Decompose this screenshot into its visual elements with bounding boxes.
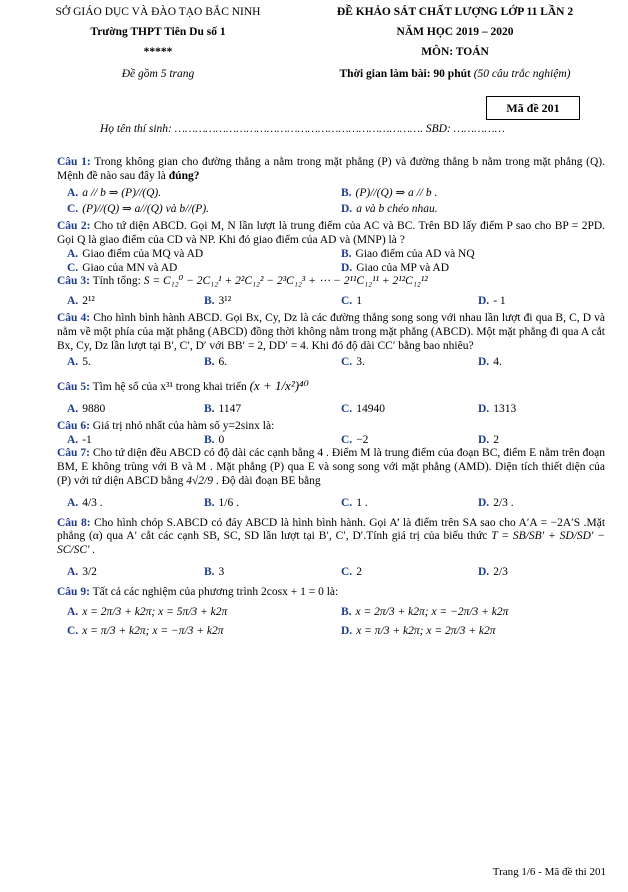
question-2: Câu 2: Cho tứ diện ABCD. Gọi M, N lần lượt là trung điểm của AC và BC. Trên BD lấy điểm P sao cho BP = 2PD. Gọi Q là giao điểm của CD và NP. Khi đó giao điểm của AD và (MNP) là ?	[57, 220, 606, 246]
option-label: B.	[341, 605, 352, 618]
option-label: A.	[67, 605, 79, 618]
question-5: Câu 5: Tìm hệ số của x³¹ trong khai triển (x + 1/x²)⁴⁰	[57, 378, 309, 394]
time-info: Thời gian làm bài: 90 phút (50 câu trắc nghiệm)	[339, 68, 571, 80]
question-8: Câu 8: Cho hình chóp S.ABCD có đáy ABCD là hình bình hành. Gọi A’ là điểm trên SA sao cho A′A = −2A′S .Mặt phẳng (α) qua A′ cắt các cạnh SB, SC, SD lần lượt tại B′, C′, D′.Tính giá trị của biểu thức T = SB/SB′ + SD/SD′ − SC/SC′ .	[57, 516, 606, 557]
student-info-line: Họ tên thí sinh: ………………………………………………………………. SBD: ……………	[100, 123, 505, 135]
option-label: D.	[341, 261, 353, 274]
q9-options-ab: A. x = 2π/3 + k2π; x = 5π/3 + k2π B. x = 2π/3 + k2π; x = −2π/3 + k2π	[67, 605, 509, 618]
school-name: Trường THPT Tiên Du số 1	[90, 26, 226, 38]
option-label: B.	[204, 295, 215, 308]
question-6: Câu 6: Giá trị nhỏ nhất của hàm số y=2sinx là:	[57, 419, 275, 432]
option-label: B.	[204, 356, 215, 369]
option-label: A.	[67, 247, 79, 260]
page-count: Đề gồm 5 trang	[121, 68, 195, 80]
question-9: Câu 9: Tất cả các nghiệm của phương trình 2cosx + 1 = 0 là:	[57, 585, 339, 598]
question-3: Câu 3: Tính tổng: S = C₁₂⁰ − 2C₁₂¹ + 2²C₁₂² − 2³C₁₂³ + ⋯ − 2¹¹C₁₂¹¹ + 2¹²C₁₂¹²	[57, 275, 428, 288]
option-label: C.	[341, 433, 353, 446]
subject: MÔN: TOÁN	[421, 46, 489, 58]
q6-options: A. -1 B. 0 C. −2 D. 2	[67, 433, 499, 446]
exam-title: ĐỀ KHẢO SÁT CHẤT LƯỢNG LỚP 11 LẦN 2	[336, 6, 574, 18]
questions	[57, 156, 605, 642]
page-footer: Trang 1/6 - Mã đề thi 201	[492, 866, 606, 878]
q1-options-ab: A. a // b ⇒ (P)//(Q). B. (P)//(Q) ⇒ a // b .	[67, 186, 438, 199]
q2-options-ab: A. Giao điểm của MQ và AD B. Giao điểm của AD và NQ	[67, 247, 475, 260]
q7-options: A. 4/3 . B. 1/6 . C. 1 . D. 2/3 .	[67, 496, 514, 509]
option-label: C.	[67, 261, 79, 274]
option-label: C.	[341, 356, 353, 369]
option-label: D.	[478, 402, 490, 415]
option-label: D.	[478, 433, 490, 446]
option-label: B.	[204, 433, 215, 446]
question-4: Câu 4: Cho hình bình hành ABCD. Gọi Bx, Cy, Dz là các đường thẳng song song với nhau lần lượt đi qua B, C, D và nằm về một phía của mặt phẳng (ABCD) đồng thời không nằm trong mặt phẳng (ABCD). Một mặt phẳng đi qua A cắt Bx, Cy, Dz lần lượt tại B′, C′, D′ với BB′ = 2, DD′ = 4. Khi đó độ dài CC′ bằng bao nhiêu?	[57, 311, 605, 352]
option-label: D.	[478, 496, 490, 509]
option-label: D.	[341, 203, 353, 216]
option-label: B.	[341, 186, 352, 199]
option-label: D.	[478, 356, 490, 369]
option-label: A.	[67, 295, 79, 308]
option-label: B.	[204, 565, 215, 578]
option-label: D.	[478, 295, 490, 308]
q3-options: A. 2¹² B. 3¹² C. 1 D. - 1	[67, 295, 506, 308]
option-label: C.	[67, 625, 79, 638]
department: SỞ GIÁO DỤC VÀ ĐÀO TẠO BẮC NINH	[55, 6, 261, 18]
option-label: C.	[341, 565, 353, 578]
question-7: Câu 7: Cho tứ diện đều ABCD có độ dài các cạnh bằng 4 . Điểm M là trung điểm của đoạn BC, điểm E nằm trên đoạn BM, E không trùng với B và M . Mặt phẳng (P) qua E và song song với mặt phẳng (AMD). Diện tích thiết diện của (P) với tứ diện ABCD bằng 4√2/9 . Độ dài đoạn BE bằng	[57, 447, 605, 487]
q5-options: A. 9880 B. 1147 C. 14940 D. 1313	[67, 402, 517, 415]
q4-options: A. 5. B. 6. C. 3. D. 4.	[67, 356, 502, 369]
q2-options-cd: C. Giao của MN và AD D. Giao của MP và AD	[67, 261, 450, 274]
exam-code-box: Mã đề 201	[486, 96, 580, 120]
option-label: B.	[341, 247, 352, 260]
q1-options-cd: C. (P)//(Q) ⇒ a//(Q) và b//(P). D. a và b chéo nhau.	[67, 203, 438, 216]
stars: *****	[143, 46, 173, 58]
option-label: C.	[67, 203, 79, 216]
q8-options: A. 3/2 B. 3 C. 2 D. 2/3	[67, 565, 508, 578]
option-label: A.	[67, 402, 79, 415]
q9-options-cd: C. x = π/3 + k2π; x = −π/3 + k2π D. x = π/3 + k2π; x = 2π/3 + k2π	[67, 625, 496, 638]
option-label: A.	[67, 565, 79, 578]
option-label: D.	[478, 565, 490, 578]
option-label: C.	[341, 295, 353, 308]
option-label: A.	[67, 433, 79, 446]
option-label: C.	[341, 496, 353, 509]
option-label: B.	[204, 496, 215, 509]
option-label: A.	[67, 186, 79, 199]
option-label: A.	[67, 496, 79, 509]
school-year: NĂM HỌC 2019 – 2020	[396, 26, 514, 38]
option-label: C.	[341, 402, 353, 415]
option-label: D.	[341, 625, 353, 638]
option-label: A.	[67, 356, 79, 369]
header	[0, 6, 628, 116]
option-label: B.	[204, 402, 215, 415]
question-1: Câu 1: Trong không gian cho đường thẳng a nằm trong mặt phẳng (P) và đường thẳng b nằm trong mặt phẳng (Q). Mệnh đề nào sau đây là đúng?	[57, 156, 606, 182]
